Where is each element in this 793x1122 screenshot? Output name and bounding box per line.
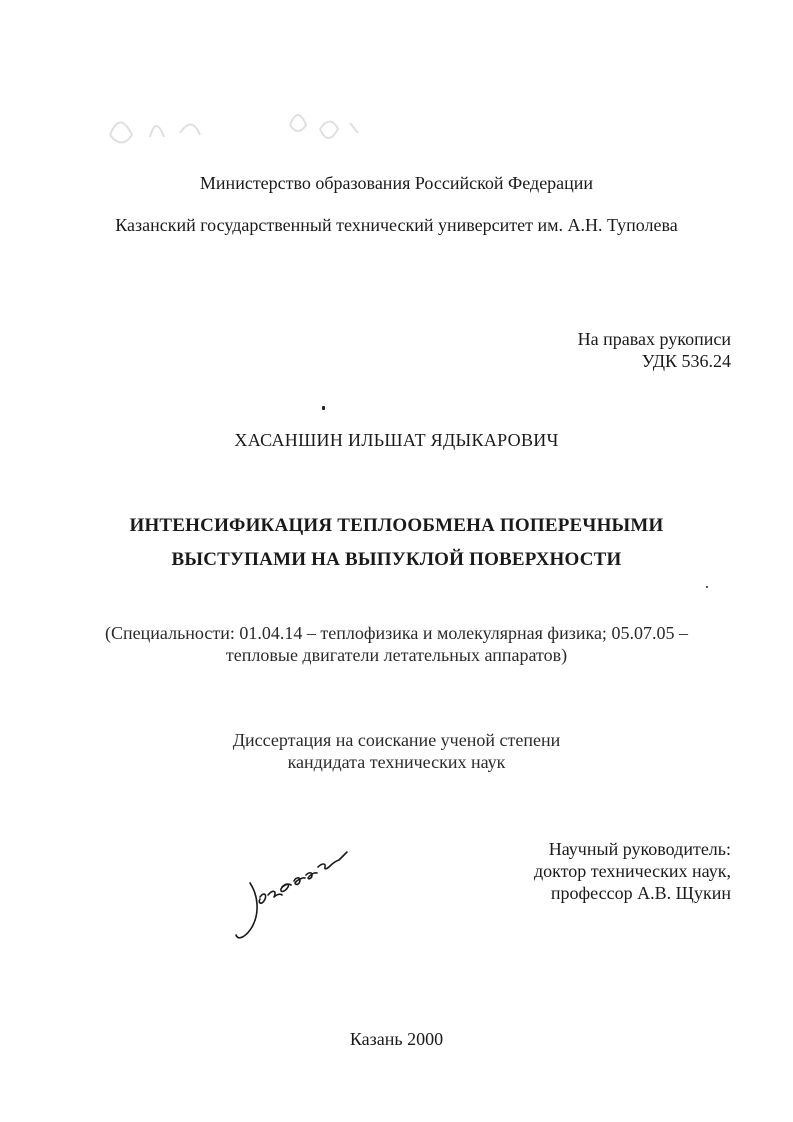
rights-notice: На правах рукописи bbox=[577, 329, 731, 349]
supervisor-name: профессор А.В. Щукин bbox=[550, 883, 731, 903]
specialties-block bbox=[0, 622, 793, 666]
degree-line-1: Диссертация на соискание ученой степени bbox=[232, 730, 561, 750]
degree-line-2: кандидата технических наук bbox=[287, 752, 506, 772]
scan-dot bbox=[322, 406, 325, 410]
specialties-line-1: (Специальности: 01.04.14 – теплофизика и молекулярная физика; 05.07.05 – bbox=[105, 623, 688, 643]
faded-stamp-mark bbox=[100, 95, 380, 155]
supervisor-degree: доктор технических наук, bbox=[534, 861, 731, 881]
udk-code: УДК 536.24 bbox=[641, 351, 731, 371]
supervisor-block bbox=[534, 838, 731, 904]
author-signature bbox=[230, 835, 360, 950]
dissertation-title bbox=[0, 509, 793, 577]
degree-block bbox=[0, 729, 793, 773]
place-and-year: Казань 2000 bbox=[349, 1029, 444, 1049]
rights-block bbox=[578, 328, 731, 372]
scan-dot bbox=[706, 586, 708, 588]
supervisor-label: Научный руководитель: bbox=[548, 839, 731, 859]
author-name: ХАСАНШИН ИЛЬШАТ ЯДЫКАРОВИЧ bbox=[234, 430, 559, 450]
ministry-heading: Министерство образования Российской Федерации bbox=[199, 173, 594, 193]
university-heading: Казанский государственный технический университет им. А.Н. Туполева bbox=[115, 215, 678, 235]
title-line-2: ВЫСТУПАМИ НА ВЫПУКЛОЙ ПОВЕРХНОСТИ bbox=[171, 549, 622, 570]
specialties-line-2: тепловые двигатели летательных аппаратов) bbox=[225, 645, 568, 665]
title-line-1: ИНТЕНСИФИКАЦИЯ ТЕПЛООБМЕНА ПОПЕРЕЧНЫМИ bbox=[129, 515, 664, 536]
